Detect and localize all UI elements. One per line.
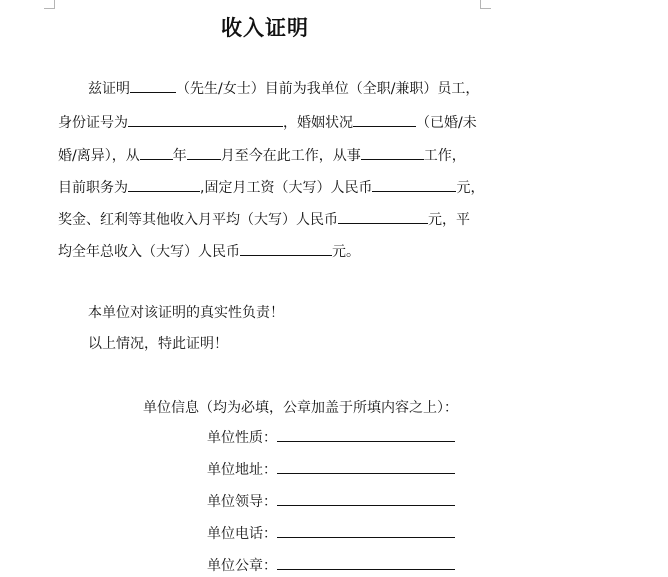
page-corner-mark-left <box>44 0 55 9</box>
body-line-5 <box>58 209 470 230</box>
page-corner-mark-right <box>480 0 491 9</box>
unit-leader-blank[interactable] <box>277 493 455 506</box>
start-month-blank[interactable] <box>187 145 221 160</box>
annual-income-blank[interactable] <box>240 241 332 256</box>
body-text: （先生/女士）目前为我单位（全职/兼职）员工， <box>176 81 480 97</box>
body-line-2 <box>58 112 477 133</box>
body-text: 元， <box>456 180 485 196</box>
unit-seal-label: 单位公章： <box>207 558 277 574</box>
unit-seal-blank[interactable] <box>277 557 455 570</box>
body-text: 奖金、红利等其他收入月平均（大写）人民币 <box>58 212 338 228</box>
body-text: 婚/离异），从 <box>58 148 140 164</box>
name-blank[interactable] <box>130 78 176 93</box>
body-text: 年 <box>172 148 187 164</box>
unit-leader-row <box>207 492 455 512</box>
unit-address-label: 单位地址： <box>207 462 277 478</box>
certification-statement: 以上情况，特此证明！ <box>88 336 228 352</box>
document-title: 收入证明 <box>221 16 309 40</box>
unit-phone-row <box>207 524 455 544</box>
body-text: ,固定月工资（大写）人民币 <box>200 180 373 196</box>
body-text: 工作， <box>423 148 466 164</box>
body-text: 月至今在此工作，从事 <box>220 148 361 164</box>
bonus-blank[interactable] <box>338 209 428 224</box>
id-number-blank[interactable] <box>128 112 283 127</box>
body-text: （已婚/未 <box>416 115 477 131</box>
body-text: 元，平 <box>428 212 470 228</box>
body-text: 身份证号为 <box>58 115 128 131</box>
body-line-1 <box>88 78 479 99</box>
marital-status-blank[interactable] <box>353 112 416 127</box>
body-text: 目前职务为 <box>58 180 128 196</box>
body-text: ，婚姻状况 <box>283 115 353 131</box>
body-text: 元。 <box>332 244 360 260</box>
job-type-blank[interactable] <box>361 145 424 160</box>
monthly-salary-blank[interactable] <box>372 177 456 192</box>
authenticity-statement: 本单位对该证明的真实性负责！ <box>88 305 284 321</box>
body-line-4 <box>58 177 484 198</box>
unit-leader-label: 单位领导： <box>207 494 277 510</box>
body-text: 兹证明 <box>88 81 130 97</box>
unit-seal-row <box>207 556 455 576</box>
body-line-6 <box>58 241 360 262</box>
unit-phone-label: 单位电话： <box>207 526 277 542</box>
start-year-blank[interactable] <box>140 145 173 160</box>
position-blank[interactable] <box>128 177 200 192</box>
body-text: 均全年总收入（大写）人民币 <box>58 244 240 260</box>
unit-nature-label: 单位性质： <box>207 430 277 446</box>
unit-address-row <box>207 460 455 480</box>
body-line-3 <box>58 145 466 166</box>
unit-info-header: 单位信息（均为必填，公章加盖于所填内容之上）： <box>143 400 458 416</box>
unit-nature-blank[interactable] <box>277 429 455 442</box>
unit-address-blank[interactable] <box>277 461 455 474</box>
unit-nature-row <box>207 428 455 448</box>
unit-phone-blank[interactable] <box>277 525 455 538</box>
